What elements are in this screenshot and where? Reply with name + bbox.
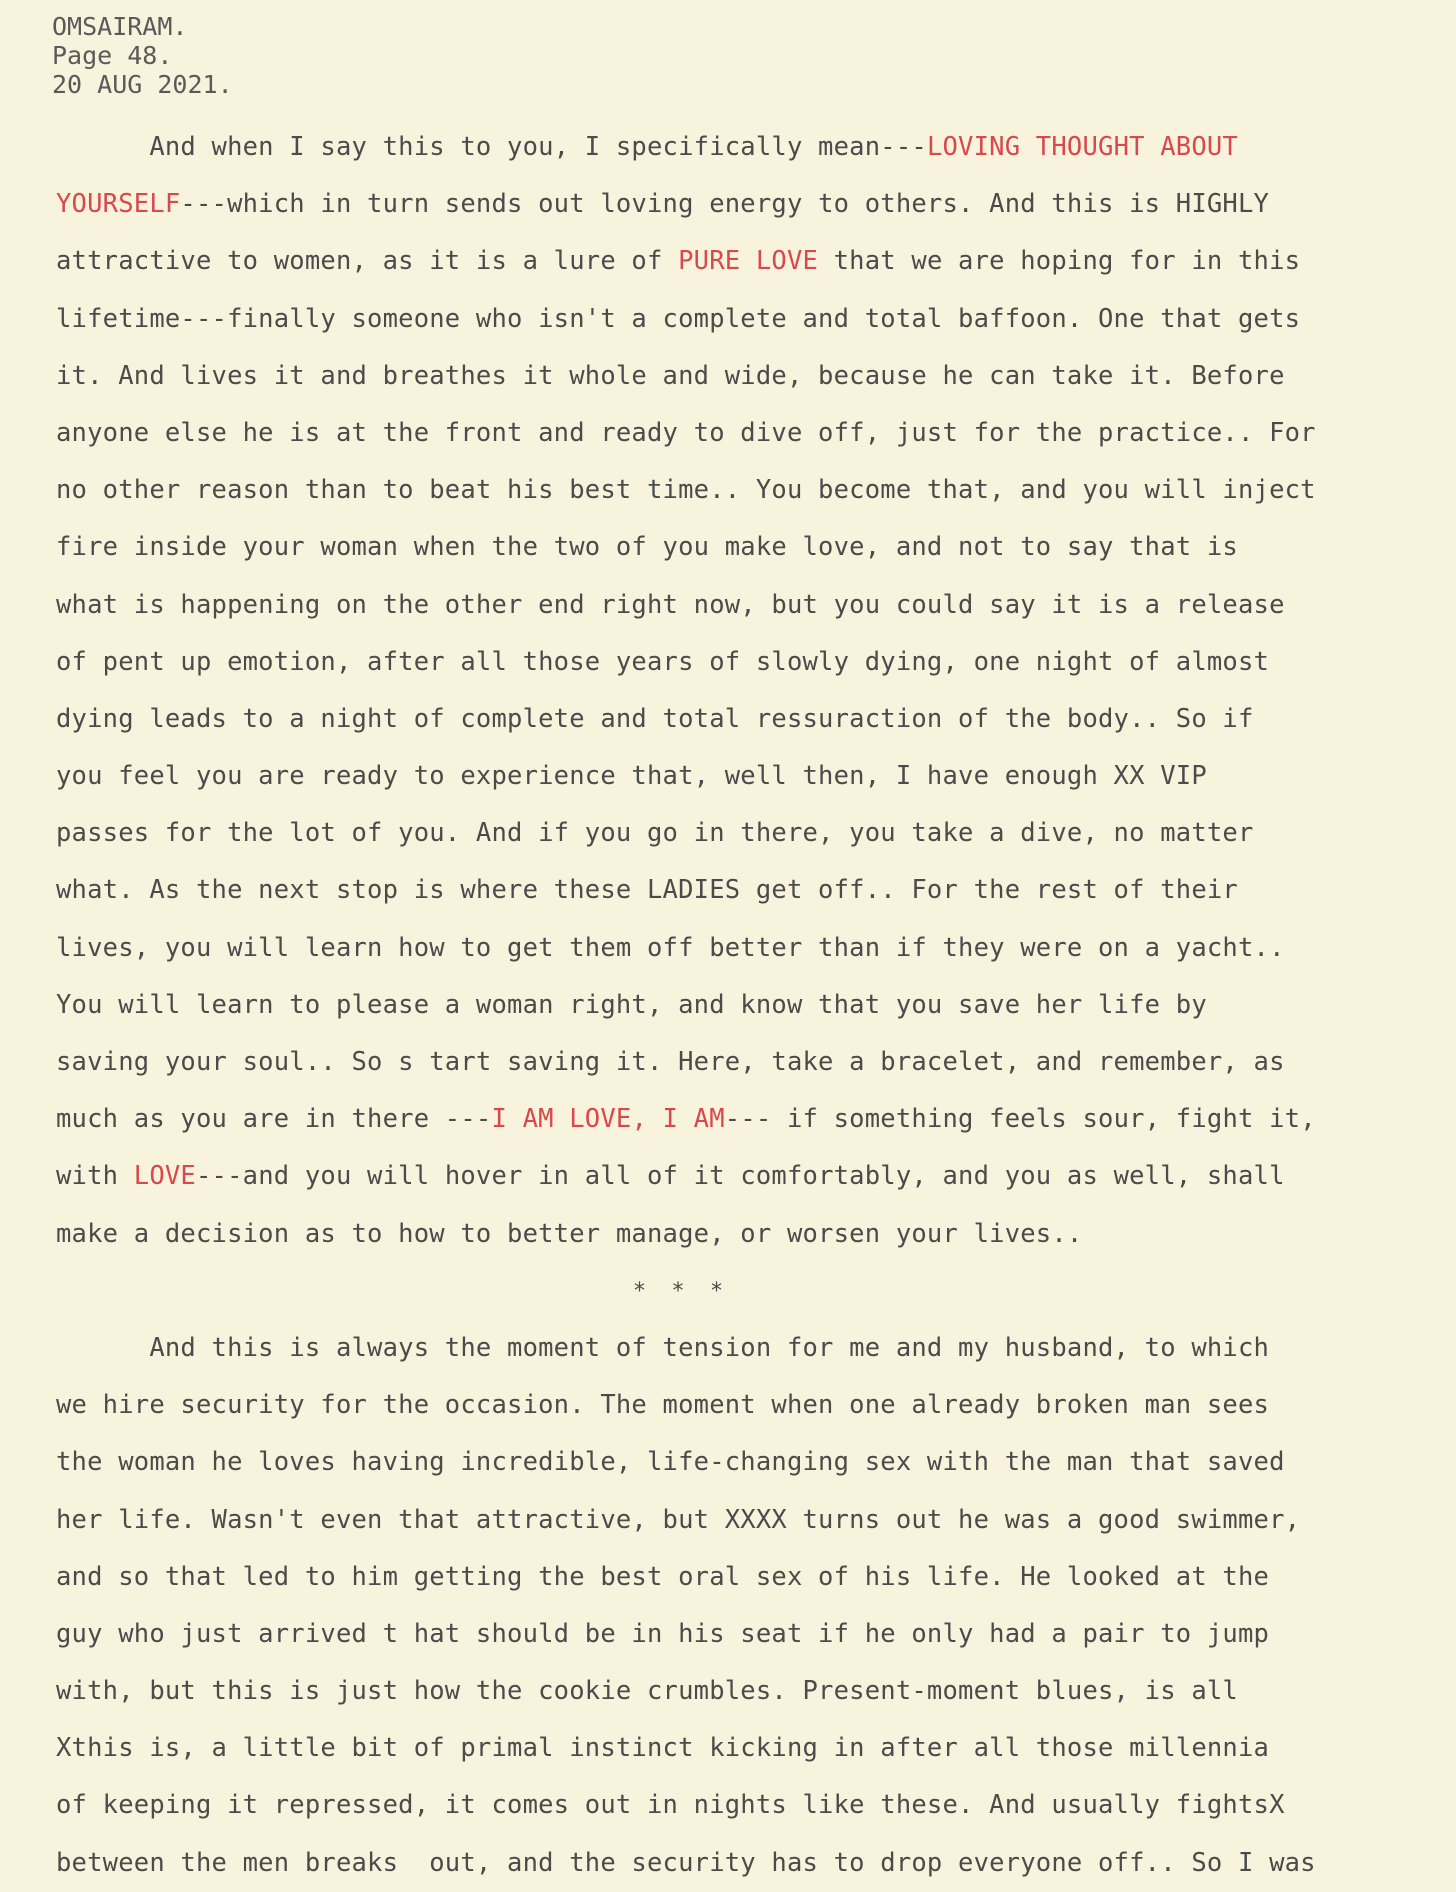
text-line [56, 862, 1426, 919]
red-ink-text: I AM LOVE, I AM [491, 1104, 725, 1135]
text-line [56, 1034, 1426, 1091]
text-line [56, 1835, 1426, 1892]
line-text: dying leads to a night of complete and total ressuraction of the body.. So if [56, 703, 1254, 734]
text-line [56, 1492, 1426, 1549]
line-text: and so that led to him getting the best oral sex of his life. He looked at the [56, 1561, 1270, 1592]
line-text: much as you are in there --- [56, 1104, 492, 1135]
line-text: lifetime---finally someone who isn't a complete and total baffoon. One that gets [56, 303, 1301, 334]
line-text: make a decision as to how to better manage, or worsen your lives.. [56, 1218, 1083, 1249]
text-line [56, 1434, 1426, 1491]
header-date: 20 AUG 2021. [52, 70, 233, 99]
text-line [56, 805, 1426, 862]
line-text: of keeping it repressed, it comes out in nights like these. And usually fightsX [56, 1790, 1285, 1821]
line-text: saving your soul.. So s tart saving it. Here, take a bracelet, and remember, as [56, 1047, 1285, 1077]
text-line [56, 577, 1426, 634]
red-ink-text: YOURSELF [56, 189, 181, 220]
line-text: of pent up emotion, after all those years of slowly dying, one night of almost [56, 646, 1270, 677]
line-text: that we are hoping for in this [818, 246, 1301, 277]
line-text: attractive to women, as it is a lure of [56, 246, 679, 277]
text-line [56, 1606, 1426, 1663]
line-text: fire inside your woman when the two of you make love, and not to say that is [56, 532, 1238, 563]
red-ink-text: LOVE [133, 1161, 196, 1192]
red-ink-text: LOVING THOUGHT ABOUT [926, 132, 1238, 162]
text-line [56, 405, 1426, 462]
line-text: guy who just arrived t hat should be in his seat if he only had a pair to jump [56, 1618, 1270, 1649]
line-text: You will learn to please a woman right, and know that you save her life by [56, 989, 1207, 1020]
line-text: you feel you are ready to experience that, well then, I have enough XX VIP [56, 761, 1207, 792]
header-page-number: Page 48. [52, 41, 173, 70]
line-text: anyone else he is at the front and ready to dive off, just for the practice.. For [56, 417, 1316, 448]
line-text: what. As the next stop is where these LADIES get off.. For the rest of their [56, 875, 1238, 906]
line-text: passes for the lot of you. And if you go in there, you take a dive, no matter [56, 818, 1254, 849]
text-line [56, 1720, 1426, 1777]
text-line [56, 1377, 1426, 1434]
line-text: her life. Wasn't even that attractive, but XXXX turns out he was a good swimmer, [56, 1504, 1301, 1535]
red-ink-text: PURE LOVE [678, 246, 819, 277]
text-line [56, 119, 1426, 176]
text-line [56, 462, 1426, 519]
line-text: Xthis is, a little bit of primal instinct kicking in after all those millennia [56, 1733, 1270, 1764]
line-text: ---which in turn sends out loving energy to others. And this is HIGHLY [180, 189, 1270, 220]
section-break: * * * [632, 1278, 730, 1304]
line-text: And this is always the moment of tension for me and my husband, to which [56, 1332, 1270, 1363]
text-line [56, 1263, 1426, 1320]
line-text: lives, you will learn how to get them off better than if they were on a yacht.. [56, 932, 1285, 963]
line-text: what is happening on the other end right now, but you could say it is a release [56, 589, 1285, 620]
text-line [56, 348, 1426, 405]
text-line [56, 1320, 1426, 1377]
header-title: OMSAIRAM. [52, 12, 188, 41]
text-line [56, 1206, 1426, 1263]
text-line [56, 519, 1426, 576]
text-line [56, 233, 1426, 290]
text-line [56, 1777, 1426, 1834]
text-line [56, 291, 1426, 348]
line-text: And when I say this to you, I specifically mean--- [56, 132, 927, 162]
line-text: between the men breaks out, and the security has to drop everyone off.. So I was [56, 1847, 1316, 1878]
line-text: --- if something feels sour, fight it, [724, 1104, 1316, 1135]
line-text: with, but this is just how the cookie crumbles. Present-moment blues, is all [56, 1676, 1238, 1707]
line-text: with [56, 1161, 134, 1192]
line-text: no other reason than to beat his best time.. You become that, and you will inject [56, 475, 1316, 506]
text-line [56, 920, 1426, 977]
text-line [56, 1549, 1426, 1606]
text-line [56, 1663, 1426, 1720]
text-line [56, 634, 1426, 691]
line-text: we hire security for the occasion. The moment when one already broken man sees [56, 1390, 1270, 1421]
text-line [56, 1091, 1426, 1148]
text-line [56, 691, 1426, 748]
line-text: it. And lives it and breathes it whole and wide, because he can take it. Before [56, 360, 1285, 391]
line-text: ---and you will hover in all of it comfortably, and you as well, shall [195, 1161, 1285, 1192]
line-text: the woman he loves having incredible, life-changing sex with the man that saved [56, 1447, 1285, 1478]
text-line [56, 1148, 1426, 1205]
page-header [52, 12, 233, 99]
text-line [56, 748, 1426, 805]
text-line [56, 176, 1426, 233]
page-body-text [56, 119, 1426, 1892]
text-line [56, 977, 1426, 1034]
